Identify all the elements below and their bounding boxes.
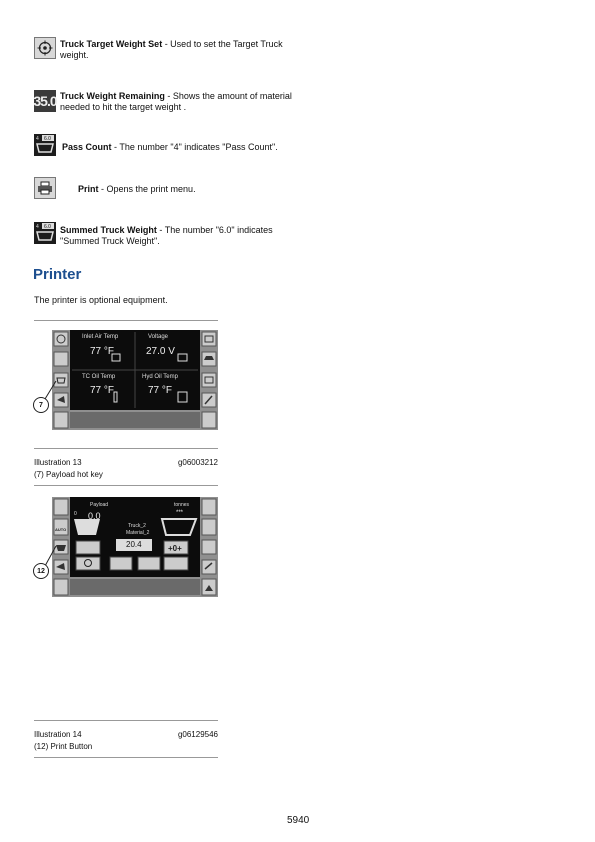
svg-text:6.0: 6.0 [44, 224, 51, 230]
definition-text: Pass Count - The number "4" indicates "Pass Count". [62, 142, 278, 152]
caption-title: Illustration 14 [34, 730, 82, 739]
caption-13 [34, 457, 218, 481]
divider [34, 320, 218, 321]
section-title: Printer [33, 266, 82, 283]
illustration-13 [52, 330, 218, 430]
svg-text:4: 4 [36, 224, 39, 230]
callout-12: 12 [33, 563, 49, 579]
payload-label: Payload [90, 502, 109, 508]
print-icon [34, 177, 56, 199]
cell-label: TC Oil Temp [82, 374, 116, 380]
truck-name: Truck_2 [128, 523, 146, 529]
divider [34, 448, 218, 449]
svg-text:4: 4 [36, 136, 39, 142]
target-value: 20.4 [126, 540, 142, 549]
payload-value: 0.0 [88, 511, 101, 521]
definition-text: Summed Truck Weight - The number "6.0" indicates "Summed Truck Weight". [60, 225, 273, 246]
cell-value: 77 °F [90, 346, 115, 357]
caption-14 [34, 729, 218, 753]
unit-label: tonnes [174, 502, 190, 508]
cell-value: 77 °F [90, 385, 115, 396]
cell-label: Inlet Air Temp [82, 334, 119, 340]
divider [34, 720, 218, 721]
auto-label: AUTO [55, 527, 67, 532]
caption-desc: (7) Payload hot key [34, 470, 103, 479]
divider [34, 757, 218, 758]
caption-id: g06003212 [177, 458, 218, 467]
page-number: 5940 [287, 815, 310, 826]
svg-text:6.0: 6.0 [44, 136, 51, 142]
caption-title: Illustration 13 [34, 458, 82, 467]
definition-text: Truck Target Weight Set - Used to set the Target Truck weight. [60, 39, 283, 60]
weight-remaining-icon: 35.0 [34, 90, 56, 112]
payload-count: 0 [74, 511, 77, 517]
divider [34, 485, 218, 486]
cell-label: Voltage [148, 334, 169, 340]
cell-value: 27.0 V [146, 346, 175, 357]
definition-text: Print - Opens the print menu. [78, 184, 196, 194]
caption-id: g06129546 [177, 730, 218, 739]
illustration-14 [52, 497, 218, 597]
intro-text: The printer is optional equipment. [34, 295, 168, 305]
callout-7: 7 [33, 397, 49, 413]
svg-text:+0+: +0+ [168, 544, 182, 553]
cell-value: 77 °F [148, 385, 173, 396]
material-name: Material_2 [126, 530, 150, 536]
cell-label: Hyd Oil Temp [142, 374, 178, 380]
pass-count-icon [34, 134, 56, 156]
caption-desc: (12) Print Button [34, 742, 93, 751]
target-icon [34, 37, 56, 59]
summed-weight-icon [34, 222, 56, 244]
definition-text: Truck Weight Remaining - Shows the amount of material needed to hit the target weight . [60, 91, 292, 112]
unit-value: *** [176, 510, 184, 516]
